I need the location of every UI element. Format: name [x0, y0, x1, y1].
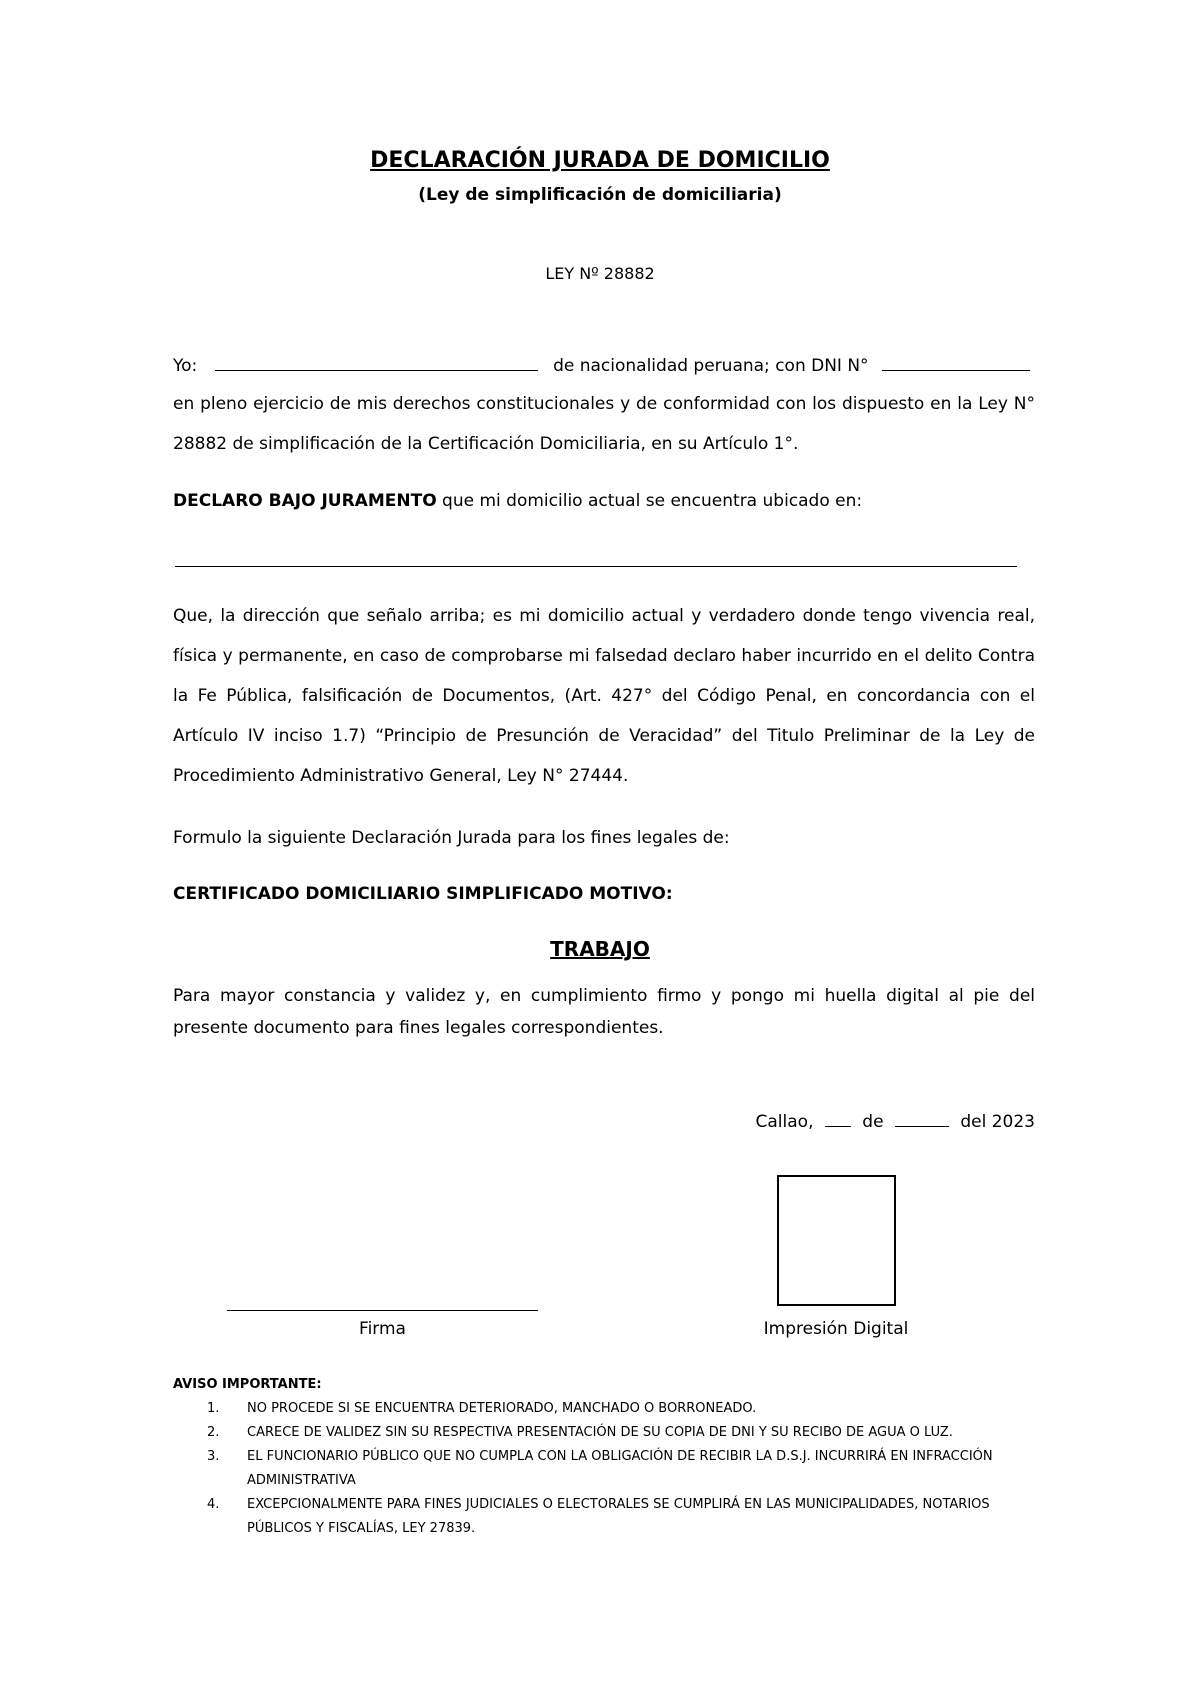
fingerprint-label: Impresión Digital — [763, 1319, 909, 1339]
day-blank — [825, 1104, 851, 1127]
identity-continuation: en pleno ejercicio de mis derechos constitucionales y de conformidad con los dispuesto en la Ley N° 28882 de simplificación de la Certificación Domiciliaria, en su Artículo 1°. — [173, 394, 1035, 454]
list-item — [173, 1421, 1053, 1445]
list-item-number: 3. — [207, 1449, 220, 1464]
document-subtitle: (Ley de simplificación de domiciliaria) — [418, 185, 782, 205]
address-blank — [175, 566, 1017, 567]
formulo-line: Formulo la siguiente Declaración Jurada para los fines legales de: — [173, 828, 730, 848]
list-item-number: 2. — [207, 1425, 220, 1440]
nationality-text: de nacionalidad peruana; con DNI N° — [553, 356, 869, 376]
date-line — [756, 1102, 1035, 1142]
list-item-number: 1. — [207, 1401, 220, 1416]
name-blank — [215, 348, 538, 371]
de-label: de — [862, 1112, 884, 1132]
list-item — [173, 1493, 1053, 1541]
declaration-line — [173, 481, 862, 521]
list-item-text: CARECE DE VALIDEZ SIN SU RESPECTIVA PRESENTACIÓN DE SU COPIA DE DNI Y SU RECIBO DE AGUA O LUZ. — [247, 1425, 953, 1440]
signature-label: Firma — [359, 1319, 406, 1339]
motivo-label: CERTIFICADO DOMICILIARIO SIMPLIFICADO MOTIVO: — [173, 884, 673, 904]
list-item-text: EL FUNCIONARIO PÚBLICO QUE NO CUMPLA CON LA OBLIGACIÓN DE RECIBIR LA D.S.J. INCURRIRÁ EN INFRACCIÓN ADMINISTRATIVA — [247, 1449, 993, 1488]
year-label: del 2023 — [960, 1112, 1035, 1132]
legal-paragraph: Que, la dirección que señalo arriba; es mi domicilio actual y verdadero donde tengo vivencia real, física y permanente, en caso de comprobarse mi falsedad declaro haber incurrido en el delito Contra la Fe Pública, falsificación de Documentos, (Art. 427° del Código Penal, en concordancia con el Artículo IV inciso 1.7) “Principio de Presunción de Veracidad” del Titulo Preliminar de la Ley de Procedimiento Administrativo General, Ley N° 27444. — [173, 606, 1035, 786]
month-blank — [895, 1104, 949, 1127]
declaration-bold: DECLARO BAJO JURAMENTO — [173, 491, 437, 511]
list-item-number: 4. — [207, 1497, 220, 1512]
list-item — [173, 1397, 1053, 1421]
list-item-text: EXCEPCIONALMENTE PARA FINES JUDICIALES O ELECTORALES SE CUMPLIRÁ EN LAS MUNICIPALIDADES, NOTARIOS PÚBLICOS Y FISCALÍAS, LEY 27839. — [247, 1497, 990, 1536]
signature-line — [227, 1310, 538, 1311]
fingerprint-box — [777, 1175, 896, 1306]
city-label: Callao, — [755, 1112, 814, 1132]
list-item-text: NO PROCEDE SI SE ENCUENTRA DETERIORADO, MANCHADO O BORRONEADO. — [247, 1401, 757, 1416]
notice-list — [173, 1397, 1053, 1541]
notice-title: AVISO IMPORTANTE: — [173, 1377, 322, 1392]
identity-row — [173, 346, 1035, 386]
document-title: DECLARACIÓN JURADA DE DOMICILIO — [370, 148, 830, 173]
constancia-paragraph: Para mayor constancia y validez y, en cumplimiento firmo y pongo mi huella digital al pie del presente documento para fines legales correspondientes. — [173, 986, 1035, 1038]
list-item — [173, 1445, 1053, 1493]
law-number: LEY Nº 28882 — [545, 264, 655, 283]
yo-label: Yo: — [173, 356, 198, 376]
declaration-rest: que mi domicilio actual se encuentra ubicado en: — [436, 491, 863, 511]
motivo-value: TRABAJO — [550, 937, 650, 961]
dni-blank — [882, 348, 1030, 371]
